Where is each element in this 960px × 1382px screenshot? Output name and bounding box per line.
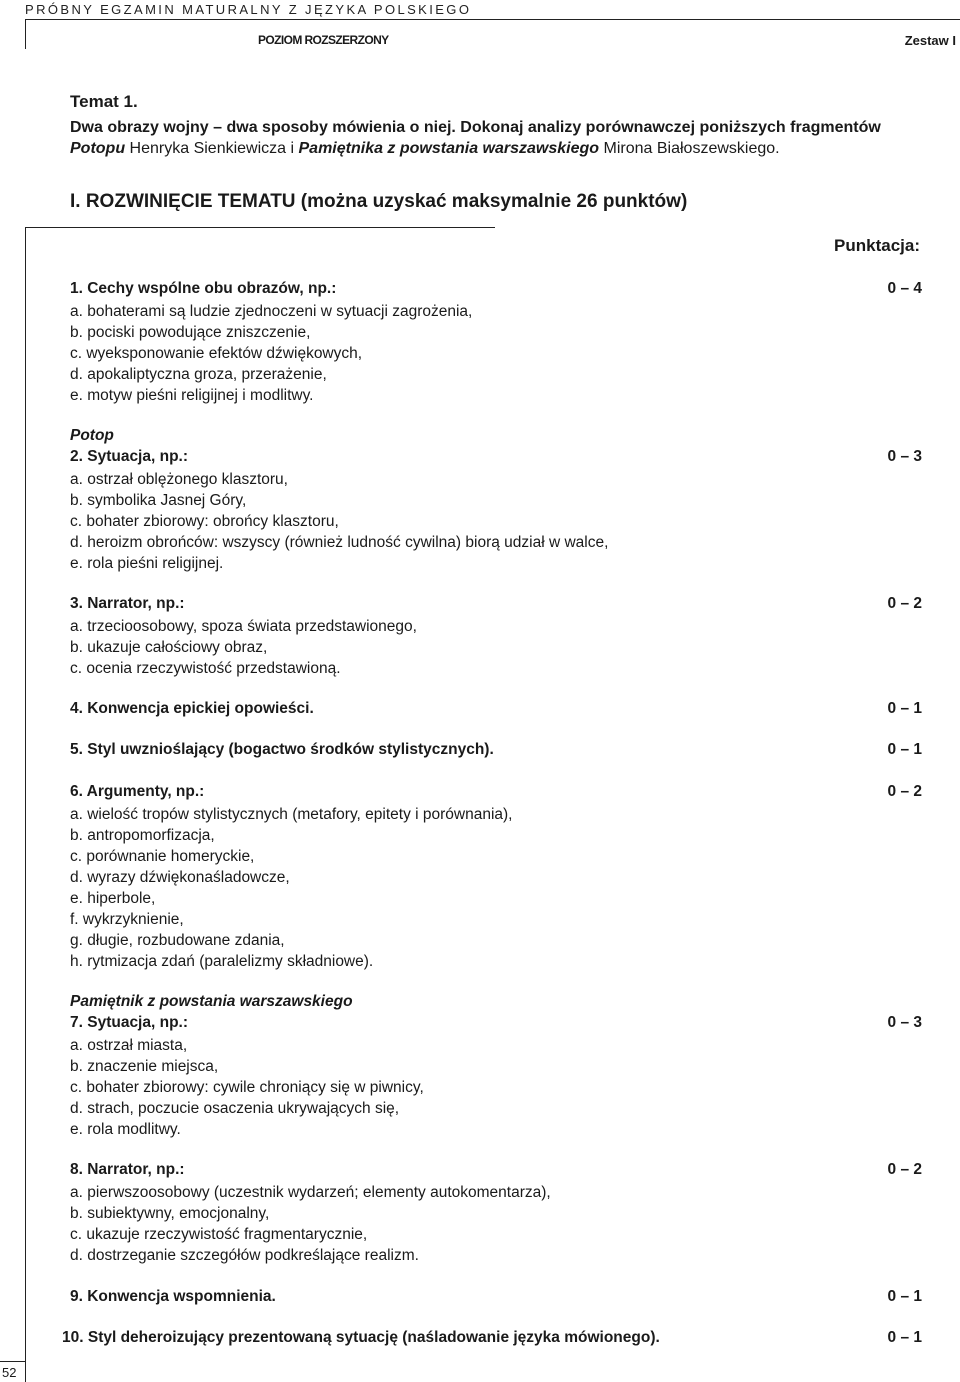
list-item: a. ostrzał oblężonego klasztoru, <box>70 471 288 488</box>
task-text-author2: Mirona Białoszewskiego. <box>599 140 780 157</box>
list-item: c. bohater zbiorowy: cywile chroniący się w piwnicy, <box>70 1079 424 1096</box>
list-item: d. heroizm obrońców: wszyscy (również ludność cywilna) biorą udział w walce, <box>70 534 609 551</box>
criterion-8-heading: 8. Narrator, np.: <box>70 1161 185 1178</box>
criterion-7-heading: 7. Sytuacja, np.: <box>70 1014 189 1031</box>
list-item: e. motyw pieśni religijnej i modlitwy. <box>70 387 314 404</box>
criterion-7-list <box>70 1035 922 1140</box>
section-rule-left <box>25 227 26 1382</box>
list-item: c. porównanie homeryckie, <box>70 848 255 865</box>
criterion-10-heading: 10. Styl deheroizujący prezentowaną sytuację (naśladowanie języka mówionego). <box>62 1329 660 1346</box>
list-item: b. symbolika Jasnej Góry, <box>70 492 247 509</box>
list-item: b. pociski powodujące zniszczenie, <box>70 324 311 341</box>
criterion-3-heading: 3. Narrator, np.: <box>70 595 185 612</box>
criterion-4-points: 0 – 1 <box>887 700 922 717</box>
topic-title: Temat 1. <box>70 92 138 111</box>
criterion-5-heading: 5. Styl uwznioślający (bogactwo środków stylistycznych). <box>70 741 494 758</box>
list-item: d. dostrzeganie szczegółów podkreślające realizm. <box>70 1247 419 1264</box>
list-item: b. subiektywny, emocjonalny, <box>70 1205 270 1222</box>
criterion-7-points: 0 – 3 <box>887 1014 922 1031</box>
page-number-rule <box>0 1361 25 1362</box>
list-item: c. wyeksponowanie efektów dźwiękowych, <box>70 345 363 362</box>
list-item: c. bohater zbiorowy: obrońcy klasztoru, <box>70 513 339 530</box>
criterion-6-heading: 6. Argumenty, np.: <box>70 783 205 800</box>
criterion-8-list <box>70 1182 922 1266</box>
exam-series-title: PRÓBNY EGZAMIN MATURALNY Z JĘZYKA POLSKIEGO <box>25 2 472 17</box>
criterion-3-points: 0 – 2 <box>887 595 922 612</box>
list-item: d. strach, poczucie osaczenia ukrywających się, <box>70 1100 400 1117</box>
list-item: c. ukazuje rzeczywistość fragmentarycznie, <box>70 1226 368 1243</box>
task-title-pamietnik: Pamiętnika z powstania warszawskiego <box>298 140 600 157</box>
list-item: d. apokaliptyczna groza, przerażenie, <box>70 366 327 383</box>
criterion-2-heading: 2. Sytuacja, np.: <box>70 448 189 465</box>
criterion-6-list <box>70 804 922 972</box>
criterion-8-points: 0 – 2 <box>887 1161 922 1178</box>
list-item: b. ukazuje całościowy obraz, <box>70 639 268 656</box>
list-item: d. wyrazy dźwiękonaśladowcze, <box>70 869 290 886</box>
criterion-9-points: 0 – 1 <box>887 1288 922 1305</box>
header-rule-top <box>25 19 960 20</box>
list-item: a. ostrzał miasta, <box>70 1037 188 1054</box>
task-text: Dwa obrazy wojny – dwa sposoby mówienia o niej. Dokonaj analizy porównawczej poniższych fragmentów <box>70 119 881 136</box>
list-item: a. bohaterami są ludzie zjednoczeni w sytuacji zagrożenia, <box>70 303 473 320</box>
list-item: b. antropomorfizacja, <box>70 827 215 844</box>
list-item: c. ocenia rzeczywistość przedstawioną. <box>70 660 341 677</box>
criterion-3-list <box>70 616 922 679</box>
list-item: g. długie, rozbudowane zdania, <box>70 932 285 949</box>
list-item: e. hiperbole, <box>70 890 156 907</box>
score-header: Punktacja: <box>834 236 920 255</box>
criterion-2-list <box>70 469 922 574</box>
list-item: h. rytmizacja zdań (paralelizmy składniowe). <box>70 953 374 970</box>
criterion-5-points: 0 – 1 <box>887 741 922 758</box>
criterion-1-list <box>70 301 922 406</box>
list-item: e. rola modlitwy. <box>70 1121 181 1138</box>
criterion-1-points: 0 – 4 <box>887 280 922 297</box>
potop-label: Potop <box>70 427 114 444</box>
task-title-potop: Potopu <box>70 140 126 157</box>
task-text-author1: Henryka Sienkiewicza i <box>125 140 299 157</box>
criterion-9-heading: 9. Konwencja wspomnienia. <box>70 1288 276 1305</box>
page-number: 52 <box>2 1365 17 1380</box>
criterion-2-points: 0 – 3 <box>887 448 922 465</box>
criterion-1-heading: 1. Cechy wspólne obu obrazów, np.: <box>70 280 337 297</box>
list-item: a. trzecioosobowy, spoza świata przedstawionego, <box>70 618 417 635</box>
list-item: b. znaczenie miejsca, <box>70 1058 219 1075</box>
header-rule-left <box>25 19 26 49</box>
criterion-6-points: 0 – 2 <box>887 783 922 800</box>
list-item: a. pierwszoosobowy (uczestnik wydarzeń; elementy autokomentarza), <box>70 1184 551 1201</box>
section-rule-top <box>25 227 495 228</box>
pamietnik-label: Pamiętnik z powstania warszawskiego <box>70 993 353 1010</box>
list-item: f. wykrzyknienie, <box>70 911 184 928</box>
exam-level: POZIOM ROZSZERZONY <box>258 33 389 47</box>
section-title: I. ROZWINIĘCIE TEMATU (można uzyskać maksymalnie 26 punktów) <box>70 191 688 212</box>
criterion-10-points: 0 – 1 <box>887 1329 922 1346</box>
topic-task <box>70 117 940 159</box>
criterion-4-heading: 4. Konwencja epickiej opowieści. <box>70 700 314 717</box>
list-item: a. wielość tropów stylistycznych (metafory, epitety i porównania), <box>70 806 513 823</box>
exam-set: Zestaw I <box>904 33 956 48</box>
list-item: e. rola pieśni religijnej. <box>70 555 224 572</box>
